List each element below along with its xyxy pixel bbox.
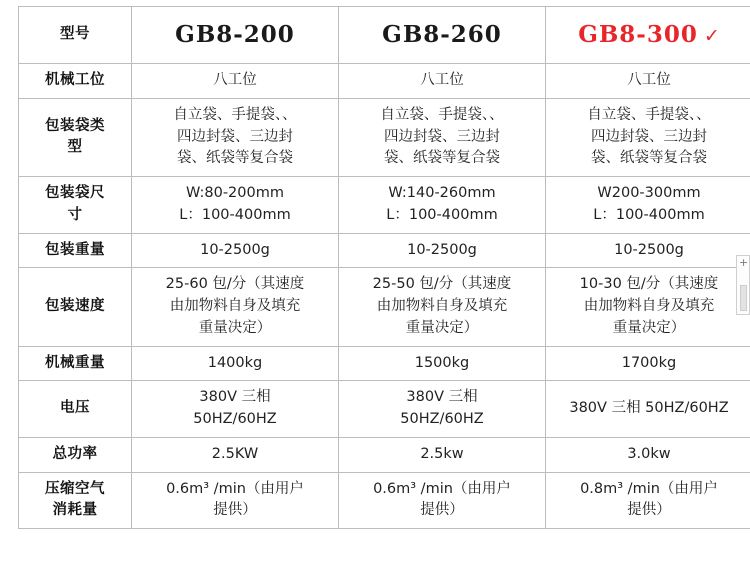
table-row bbox=[19, 346, 750, 381]
cell-machine-weight-3 bbox=[546, 346, 750, 381]
cell-total-power-2 bbox=[339, 437, 546, 472]
cell-pack-weight-3 bbox=[546, 233, 750, 268]
cell-line: 四边封袋、三边封 bbox=[177, 128, 293, 145]
cell-line: 袋、纸袋等复合袋 bbox=[384, 150, 500, 167]
row-label-voltage bbox=[19, 381, 132, 438]
cell-line: 四边封袋、三边封 bbox=[591, 128, 707, 145]
cell-stations-1 bbox=[132, 64, 339, 99]
cell-line: 50HZ/60HZ bbox=[400, 411, 484, 427]
cell-line: 380V 三相 50HZ/60HZ bbox=[569, 400, 729, 417]
table-row bbox=[19, 64, 750, 99]
cell-line: 1400kg bbox=[207, 354, 263, 371]
check-mark-icon: ✓ bbox=[703, 24, 720, 47]
model-cell-1 bbox=[132, 7, 339, 64]
cell-line: 自立袋、手提袋、、 bbox=[587, 106, 711, 123]
table-row bbox=[19, 268, 750, 346]
cell-total-power-1 bbox=[132, 437, 339, 472]
table-row bbox=[19, 98, 750, 176]
cell-air-consumption-2 bbox=[339, 472, 546, 529]
cell-line: 自立袋、手提袋、、 bbox=[380, 106, 504, 123]
cell-line: 0.6m³ /min（由用户 bbox=[166, 480, 304, 497]
cell-line: 0.6m³ /min（由用户 bbox=[373, 480, 511, 497]
row-label-line: 包装重量 bbox=[45, 241, 105, 258]
cell-line: 380V 三相 bbox=[199, 389, 271, 406]
cell-line: 1500kg bbox=[414, 354, 470, 371]
row-label-line: 电压 bbox=[60, 400, 90, 417]
cell-line: 袋、纸袋等复合袋 bbox=[177, 150, 293, 167]
row-label-line: 压缩空气 bbox=[45, 480, 105, 497]
cell-voltage-2 bbox=[339, 381, 546, 438]
cell-pack-weight-2 bbox=[339, 233, 546, 268]
cell-voltage-3 bbox=[546, 381, 750, 438]
row-label-air-consumption bbox=[19, 472, 132, 529]
row-label-line: 包装袋尺 bbox=[45, 185, 105, 201]
row-label-total-power bbox=[19, 437, 132, 472]
cell-line: 八工位 bbox=[420, 72, 464, 88]
cell-line: 由加物料自身及填充 bbox=[583, 298, 715, 314]
cell-line: 10-2500g bbox=[407, 241, 477, 258]
cell-total-power-3 bbox=[546, 437, 750, 472]
cell-machine-weight-2 bbox=[339, 346, 546, 381]
table-row bbox=[19, 233, 750, 268]
cell-line: W200-300mm bbox=[597, 185, 701, 201]
cell-machine-weight-1 bbox=[132, 346, 339, 381]
row-label-line: 包装袋类 bbox=[45, 117, 105, 134]
cell-voltage-1 bbox=[132, 381, 339, 438]
cell-bag-type-3 bbox=[546, 98, 750, 176]
table-row bbox=[19, 437, 750, 472]
row-label-stations bbox=[19, 64, 132, 99]
cell-pack-weight-1 bbox=[132, 233, 339, 268]
model-name-1: GB8-200 bbox=[175, 20, 295, 48]
cell-pack-speed-3 bbox=[546, 268, 750, 346]
model-cell-2 bbox=[339, 7, 546, 64]
row-label-pack-weight bbox=[19, 233, 132, 268]
cell-line: 2.5KW bbox=[211, 445, 259, 462]
cell-line: 自立袋、手提袋、、 bbox=[173, 106, 297, 123]
cell-bag-type-2 bbox=[339, 98, 546, 176]
page-side-scroll-widget[interactable] bbox=[736, 255, 750, 315]
cell-bag-size-3 bbox=[546, 177, 750, 234]
cell-line: 重量决定） bbox=[405, 319, 479, 336]
table-row bbox=[19, 472, 750, 529]
model-name-2: GB8-260 bbox=[382, 20, 502, 48]
cell-pack-speed-2 bbox=[339, 268, 546, 346]
row-label-line: 包装速度 bbox=[45, 298, 105, 314]
row-label-line: 消耗量 bbox=[52, 502, 98, 519]
cell-line: L：100-400mm bbox=[179, 206, 291, 223]
cell-air-consumption-1 bbox=[132, 472, 339, 529]
specification-table bbox=[18, 6, 750, 529]
row-label-line: 总功率 bbox=[52, 445, 98, 462]
row-label-bag-type bbox=[19, 98, 132, 176]
row-label-line: 型 bbox=[67, 139, 83, 156]
cell-line: 10-2500g bbox=[200, 241, 270, 258]
cell-line: 提供） bbox=[627, 502, 671, 519]
cell-line: 2.5kw bbox=[420, 445, 464, 462]
cell-stations-2 bbox=[339, 64, 546, 99]
cell-line: W:80-200mm bbox=[186, 185, 284, 201]
row-label-pack-speed bbox=[19, 268, 132, 346]
cell-air-consumption-3 bbox=[546, 472, 750, 529]
cell-line: 重量决定） bbox=[198, 319, 272, 336]
model-name-3: GB8-300 bbox=[578, 20, 698, 48]
row-label-line: 机械工位 bbox=[45, 72, 105, 88]
cell-line: 10-30 包/分（其速度 bbox=[579, 276, 719, 293]
cell-line: 由加物料自身及填充 bbox=[376, 298, 508, 314]
cell-line: 380V 三相 bbox=[406, 389, 478, 406]
cell-bag-size-2 bbox=[339, 177, 546, 234]
spec-table-container bbox=[18, 6, 729, 529]
cell-line: 50HZ/60HZ bbox=[193, 411, 277, 427]
cell-line: 提供） bbox=[420, 502, 464, 519]
cell-pack-speed-1 bbox=[132, 268, 339, 346]
cell-line: 袋、纸袋等复合袋 bbox=[591, 150, 707, 167]
cell-line: 四边封袋、三边封 bbox=[384, 128, 500, 145]
cell-bag-size-1 bbox=[132, 177, 339, 234]
table-row bbox=[19, 177, 750, 234]
cell-line: 提供） bbox=[213, 502, 257, 519]
cell-line: L：100-400mm bbox=[386, 206, 498, 223]
table-row bbox=[19, 381, 750, 438]
row-label-bag-size bbox=[19, 177, 132, 234]
cell-line: 25-60 包/分（其速度 bbox=[165, 276, 305, 293]
table-body bbox=[19, 7, 750, 529]
plus-icon[interactable]: + bbox=[739, 256, 749, 269]
cell-line: L：100-400mm bbox=[593, 206, 705, 223]
cell-line: 1700kg bbox=[621, 354, 677, 371]
cell-line: 10-2500g bbox=[614, 241, 684, 258]
table-header-row bbox=[19, 7, 750, 64]
row-label-line: 寸 bbox=[67, 206, 83, 223]
cell-stations-3 bbox=[546, 64, 750, 99]
row-label-machine-weight bbox=[19, 346, 132, 381]
scrollbar-thumb[interactable] bbox=[740, 285, 747, 311]
cell-line: 由加物料自身及填充 bbox=[169, 298, 301, 314]
row-label-model: 型号 bbox=[19, 7, 132, 64]
cell-line: 3.0kw bbox=[627, 445, 671, 462]
cell-line: W:140-260mm bbox=[388, 185, 496, 201]
cell-line: 25-50 包/分（其速度 bbox=[372, 276, 512, 293]
row-label-line: 机械重量 bbox=[45, 354, 105, 371]
cell-bag-type-1 bbox=[132, 98, 339, 176]
cell-line: 八工位 bbox=[213, 72, 257, 88]
model-cell-3 bbox=[546, 7, 750, 64]
cell-line: 0.8m³ /min（由用户 bbox=[580, 480, 718, 497]
cell-line: 重量决定） bbox=[612, 319, 686, 336]
cell-line: 八工位 bbox=[627, 72, 671, 88]
